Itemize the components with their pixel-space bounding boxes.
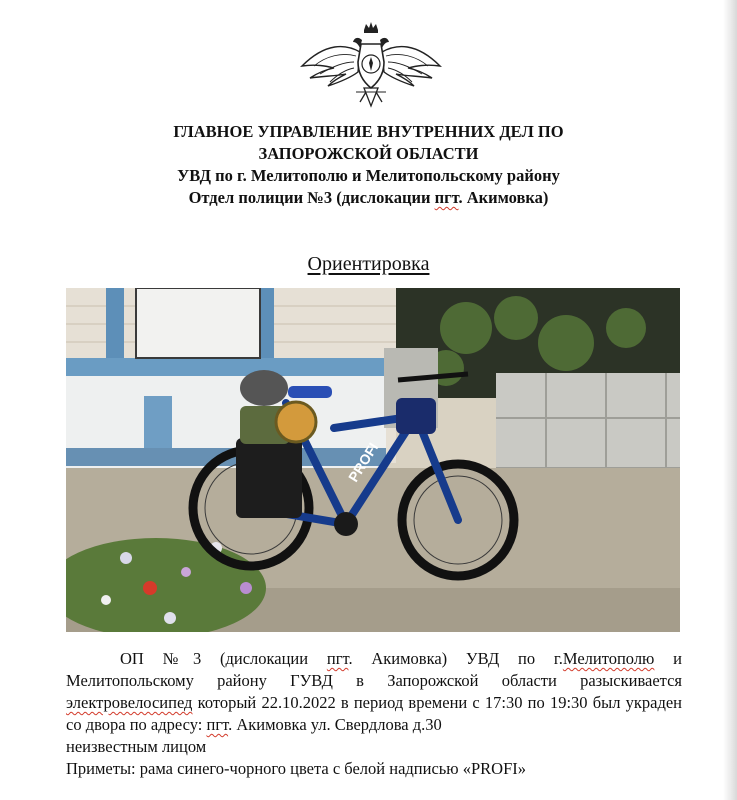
header-line4-part-a: Отдел полиции №3 (дислокации [188, 188, 435, 207]
eagle-emblem-icon [296, 22, 446, 110]
notice-body [66, 648, 682, 780]
page-edge-shadow [723, 0, 737, 800]
p1-part-i: . Акимовка ул. Свердлова д.30 [228, 715, 442, 734]
bicycle-photo [66, 288, 680, 632]
p1-part-c: . Акимовка) УВД по г. [348, 649, 563, 668]
p1-part-d: Мелитополю [562, 649, 655, 668]
p1-part-g: который 22.10.2022 в период времени с 17:30 по 19:30 был украден со двора по адресу: [66, 693, 682, 734]
document-header [0, 121, 737, 209]
header-line4-part-c: . Акимовка) [458, 188, 549, 207]
header-line4-part-b: пгт [434, 188, 459, 207]
bicycle-photo-illustration [66, 288, 680, 632]
features-line: Приметы: рама синего-чорного цвета с белой надписью «PROFI» [66, 759, 527, 778]
notice-paragraph-last-line: неизвестным лицом [66, 737, 207, 756]
p1-part-b: пгт [326, 649, 349, 668]
notice-paragraph [66, 648, 682, 736]
p1-part-h: пгт [206, 715, 229, 734]
header-line-ministry: ГЛАВНОЕ УПРАВЛЕНИЕ ВНУТРЕННИХ ДЕЛ ПО [173, 122, 564, 141]
svg-text:PROFI: PROFI [344, 439, 382, 485]
header-line-department: УВД по г. Мелитополю и Мелитопольскому району [177, 166, 560, 185]
document-title: Ориентировка [307, 253, 430, 275]
header-line-region: ЗАПОРОЖСКОЙ ОБЛАСТИ [258, 144, 479, 163]
header-line-police-unit [0, 187, 737, 209]
p1-part-f: электровелосипед [66, 693, 193, 712]
p1-part-a: ОП №3 (дислокации [120, 649, 327, 668]
p1-part-e: и Мелитопольскому району ГУВД в Запорожской области разыскивается [66, 649, 682, 690]
